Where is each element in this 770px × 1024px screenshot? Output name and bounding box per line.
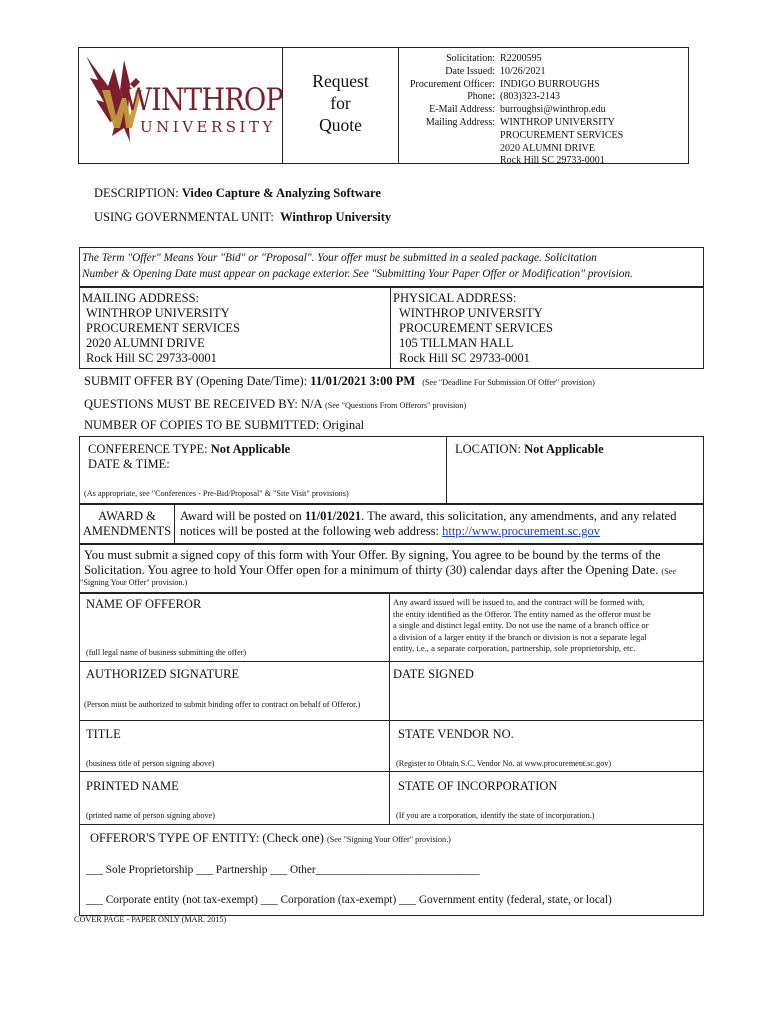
award-note-line: the entity identified as the Offeror. The entity named as the offeror must be [393, 608, 651, 619]
award-text-mid: . The award, this solicitation, any amendments, and any related [361, 509, 677, 523]
phone-value: (803)323-2143 [500, 91, 560, 103]
questions-row [84, 397, 466, 412]
location-value: Not Applicable [524, 442, 604, 456]
term-line: Number & Opening Date must appear on package exterior. See "Submitting Your Paper Offer or Modification" provision. [82, 268, 633, 280]
physical-address [393, 291, 553, 366]
location [455, 442, 604, 457]
officer-name: INDIGO BURROUGHS [500, 78, 600, 90]
entity-options-row2[interactable]: ___ Corporate entity (not tax-exempt) ___ Corporation (tax-exempt) ___ Government entity (federal, state, or local) [86, 894, 612, 906]
solicitation-number: R2200595 [500, 53, 542, 64]
award-text-line2: notices will be posted at the following web address: [180, 524, 439, 538]
conference-date: DATE & TIME: [88, 457, 170, 471]
state-incorporation-label: STATE OF INCORPORATION [398, 779, 558, 793]
authorized-note: (Person must be authorized to submit binding offer to contract on behalf of Offeror.) [84, 700, 361, 709]
entity-options-row1[interactable]: ___ Sole Proprietorship ___ Partnership ___ Other_____________________________ [86, 864, 480, 876]
award-note [393, 597, 651, 655]
printed-name-label: PRINTED NAME [86, 779, 179, 793]
mailing-address [82, 291, 240, 366]
sign-notice-line: You must submit a signed copy of this form with Your Offer. By signing, You agree to be bound by the terms of the [84, 548, 661, 562]
term-notice [82, 250, 633, 282]
page-title [282, 70, 399, 136]
info-labels [402, 53, 495, 130]
location-label: LOCATION: [455, 442, 521, 456]
description-row [94, 186, 381, 201]
address-line: WINTHROP UNIVERSITY [399, 306, 543, 320]
conference-type-label: CONFERENCE TYPE: [88, 442, 208, 456]
copies-label: NUMBER OF COPIES TO BE SUBMITTED: [84, 418, 320, 432]
award-label-line: AWARD & [98, 509, 156, 523]
date-issued-label: Date Issued: [445, 65, 495, 77]
questions-value: N/A [301, 397, 322, 411]
email-label: E-Mail Address: [429, 104, 495, 116]
state-incorporation-note: (If you are a corporation, identify the state of incorporation.) [396, 811, 595, 820]
award-text-pre: Award will be posted on [180, 509, 302, 523]
logo-sub: UNIVERSITY [140, 118, 276, 136]
submit-label: SUBMIT OFFER BY (Opening Date/Time): [84, 374, 308, 388]
title-line: Quote [319, 115, 362, 135]
description-value: Video Capture & Analyzing Software [181, 186, 381, 200]
email-value: burroughsi@winthrop.edu [500, 104, 606, 116]
address-line: 105 TILLMAN HALL [399, 336, 514, 350]
address-line: 2020 ALUMNI DRIVE [86, 336, 205, 350]
info-values [500, 53, 623, 168]
title-line: for [330, 93, 351, 113]
questions-note: (See "Questions From Offerors" provision) [325, 401, 467, 410]
conference-type [88, 442, 290, 457]
sign-notice-line: Solicitation. You agree to hold Your Offer open for a minimum of thirty (30) calendar days after the Opening Date. [84, 563, 659, 577]
entity-type-note: (See "Signing Your Offer" provision.) [326, 835, 451, 844]
mailing-address-label: MAILING ADDRESS: [82, 291, 200, 305]
authorized-signature-label: AUTHORIZED SIGNATURE [86, 667, 240, 681]
award-note-line: entity, i.e., a separate corporation, partnership, sole proprietorship, etc. [393, 643, 636, 654]
entity-type-label: OFFEROR'S TYPE OF ENTITY: (Check one) [90, 831, 324, 845]
address-line: PROCUREMENT SERVICES [399, 321, 554, 335]
offeror-note: (full legal name of business submitting the offer) [86, 648, 247, 657]
phone-label: Phone: [467, 91, 495, 103]
mailing-line: 2020 ALUMNI DRIVE [500, 142, 595, 154]
term-line: The Term "Offer" Means Your "Bid" or "Proposal". Your offer must be submitted in a sealed package. Solicitation [82, 252, 597, 264]
unit-label: USING GOVERNMENTAL UNIT: [94, 210, 274, 224]
state-vendor-label: STATE VENDOR NO. [398, 727, 514, 741]
procurement-link[interactable]: http://www.procurement.sc.gov [442, 524, 600, 538]
title-note: (business title of person signing above) [86, 759, 215, 768]
state-vendor-note: (Register to Obtain S.C. Vendor No. at www.procurement.sc.gov) [396, 759, 612, 768]
award-note-line: a division of a larger entity if the branch or division is not a separate legal [393, 631, 647, 642]
logo-word: WINTHROP [124, 82, 283, 118]
address-line: Rock Hill SC 29733-0001 [399, 351, 530, 365]
award-label-line: AMENDMENTS [82, 524, 172, 538]
unit-row [94, 210, 391, 225]
address-line: PROCUREMENT SERVICES [86, 321, 241, 335]
award-date: 11/01/2021 [304, 509, 362, 523]
date-issued: 10/26/2021 [500, 65, 546, 77]
officer-label: Procurement Officer: [409, 78, 495, 90]
mailing-label: Mailing Address: [425, 116, 495, 128]
award-label [79, 509, 175, 539]
copies-value: Original [322, 418, 365, 432]
sign-notice-provision: "Signing Your Offer" provision.) [80, 578, 188, 587]
submit-date: 11/01/2021 3:00 PM [310, 374, 416, 388]
address-line: Rock Hill SC 29733-0001 [86, 351, 217, 365]
entity-type-header [90, 831, 451, 846]
copies-row [84, 418, 364, 433]
conference-note: (As appropriate, see "Conferences - Pre-Bid/Proposal" & "Site Visit" provisions) [84, 489, 349, 498]
unit-value: Winthrop University [280, 210, 392, 224]
footer-label: COVER PAGE - PAPER ONLY (MAR. 2015) [74, 915, 227, 924]
award-note-line: a single and distinct legal entity. Do not use the name of a branch office or [393, 620, 649, 631]
sign-notice [84, 548, 676, 579]
submit-note: (See "Deadline For Submission Of Offer" provision) [422, 378, 595, 387]
printed-name-note: (printed name of person signing above) [86, 811, 215, 820]
award-note-line: Any award issued will be issued to, and the contract will be formed with, [393, 597, 645, 607]
address-line: WINTHROP UNIVERSITY [86, 306, 230, 320]
award-text [180, 509, 676, 539]
winthrop-logo [80, 50, 283, 160]
offeror-label: NAME OF OFFEROR [86, 597, 202, 611]
sign-notice-note: (See [661, 567, 676, 576]
mailing-line: PROCUREMENT SERVICES [500, 129, 624, 141]
description-label: DESCRIPTION: [94, 186, 179, 200]
mailing-line: WINTHROP UNIVERSITY [500, 116, 615, 128]
submit-row [84, 374, 595, 389]
title-label: TITLE [86, 727, 121, 741]
conference-type-value: Not Applicable [210, 442, 291, 456]
questions-label: QUESTIONS MUST BE RECEIVED BY: [84, 397, 298, 411]
title-line: Request [312, 71, 369, 91]
physical-address-label: PHYSICAL ADDRESS: [393, 291, 517, 305]
date-signed-label: DATE SIGNED [393, 667, 474, 681]
mailing-line: Rock Hill SC 29733-0001 [500, 155, 605, 167]
solicitation-label: Solicitation: [446, 53, 495, 64]
